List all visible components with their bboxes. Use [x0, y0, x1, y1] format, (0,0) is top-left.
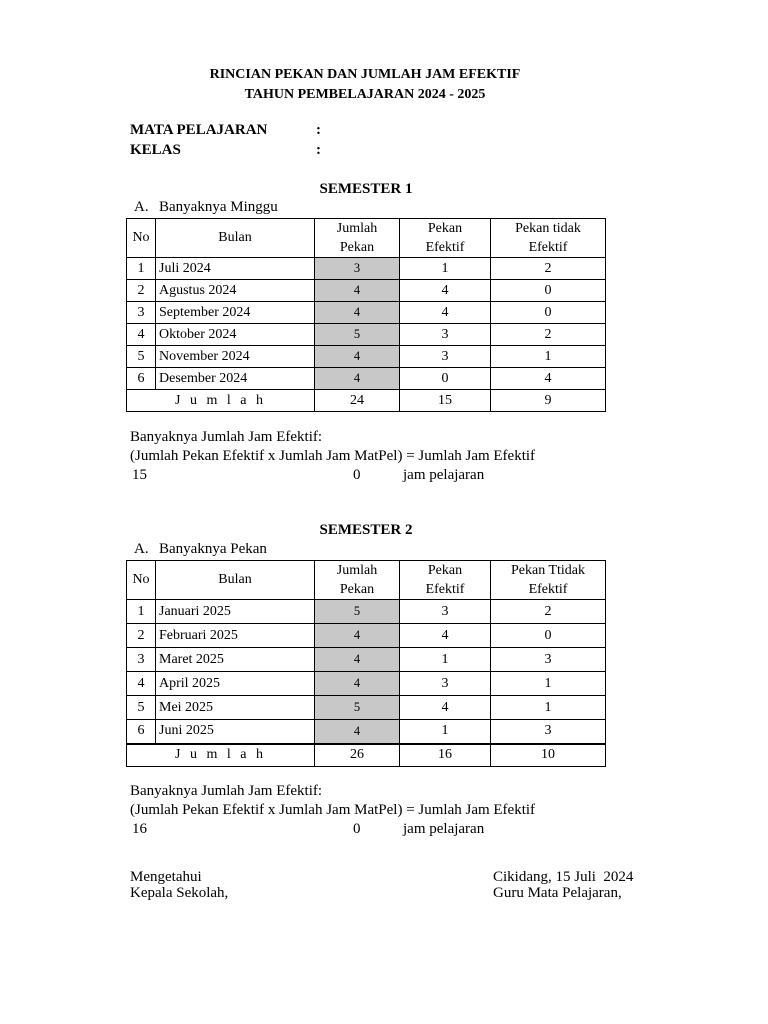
semester-1-calc-hasil: 0	[353, 467, 361, 483]
cell-no: 5	[127, 346, 156, 368]
header-pekan-tidak-efektif: Pekan tidak Efektif	[491, 219, 606, 258]
cell-no: 4	[127, 324, 156, 346]
table-row	[127, 696, 606, 720]
header-bulan: Bulan	[156, 561, 315, 600]
table-row	[127, 648, 606, 672]
cell-tidak: 2	[491, 258, 606, 280]
total-efektif: 16	[400, 744, 491, 767]
cell-efektif: 4	[400, 696, 491, 720]
cell-tidak: 3	[491, 720, 606, 744]
cell-bulan: Februari 2025	[156, 624, 315, 648]
cell-tidak: 1	[491, 672, 606, 696]
cell-jumlah: 3	[315, 258, 400, 280]
class-label: KELAS	[130, 142, 181, 158]
cell-efektif: 1	[400, 720, 491, 744]
cell-bulan: Mei 2025	[156, 696, 315, 720]
semester-1-title: SEMESTER 1	[319, 181, 413, 197]
table-row	[127, 280, 606, 302]
cell-jumlah: 4	[315, 672, 400, 696]
total-jumlah: 24	[315, 390, 400, 412]
total-tidak: 9	[491, 390, 606, 412]
cell-efektif: 4	[400, 302, 491, 324]
cell-jumlah: 4	[315, 346, 400, 368]
footer-left-line2: Kepala Sekolah,	[130, 885, 229, 901]
cell-jumlah: 4	[315, 280, 400, 302]
table-row	[127, 672, 606, 696]
cell-bulan: November 2024	[156, 346, 315, 368]
semester-2-title: SEMESTER 2	[319, 522, 413, 538]
cell-no: 1	[127, 258, 156, 280]
semester-1-calc-title: Banyaknya Jumlah Jam Efektif:	[130, 429, 323, 445]
cell-jumlah: 5	[315, 696, 400, 720]
table-total-row	[127, 744, 606, 767]
cell-bulan: September 2024	[156, 302, 315, 324]
footer-right-line1: Cikidang, 15 Juli 2024	[493, 869, 634, 885]
cell-bulan: Desember 2024	[156, 368, 315, 390]
cell-no: 2	[127, 280, 156, 302]
cell-efektif: 3	[400, 346, 491, 368]
table-row	[127, 624, 606, 648]
cell-tidak: 3	[491, 648, 606, 672]
cell-jumlah: 5	[315, 324, 400, 346]
cell-tidak: 1	[491, 346, 606, 368]
header-pekan-tidak-efektif: Pekan Ttidak Efektif	[491, 561, 606, 600]
semester-2-calc-unit: jam pelajaran	[403, 821, 485, 837]
cell-jumlah: 4	[315, 368, 400, 390]
header-bulan: Bulan	[156, 219, 315, 258]
cell-bulan: Oktober 2024	[156, 324, 315, 346]
cell-bulan: Maret 2025	[156, 648, 315, 672]
total-tidak: 10	[491, 744, 606, 767]
header-jumlah-pekan: Jumlah Pekan	[315, 219, 400, 258]
subject-label: MATA PELAJARAN	[130, 122, 268, 138]
document-title: RINCIAN PEKAN DAN JUMLAH JAM EFEKTIF	[209, 67, 521, 82]
table-row	[127, 368, 606, 390]
cell-bulan: Januari 2025	[156, 600, 315, 624]
semester-1-calc-pekan: 15	[132, 467, 147, 483]
footer-left-line1: Mengetahui	[130, 869, 202, 885]
cell-no: 4	[127, 672, 156, 696]
cell-bulan: Juli 2024	[156, 258, 315, 280]
cell-no: 2	[127, 624, 156, 648]
cell-efektif: 1	[400, 648, 491, 672]
cell-tidak: 1	[491, 696, 606, 720]
cell-tidak: 0	[491, 280, 606, 302]
semester-1-table	[126, 218, 606, 412]
cell-no: 6	[127, 368, 156, 390]
cell-efektif: 1	[400, 258, 491, 280]
cell-no: 5	[127, 696, 156, 720]
cell-no: 6	[127, 720, 156, 744]
cell-jumlah: 4	[315, 648, 400, 672]
cell-bulan: Juni 2025	[156, 720, 315, 744]
semester-2-section-label: Banyaknya Pekan	[159, 541, 267, 557]
class-colon: :	[316, 142, 321, 158]
cell-efektif: 0	[400, 368, 491, 390]
table-total-row	[127, 390, 606, 412]
header-no: No	[127, 561, 156, 600]
header-jumlah-pekan: Jumlah Pekan	[315, 561, 400, 600]
semester-1-section-letter: A.	[134, 199, 149, 215]
footer-right-line2: Guru Mata Pelajaran,	[493, 885, 622, 901]
subject-colon: :	[316, 122, 321, 138]
semester-1-section-label: Banyaknya Minggu	[159, 199, 278, 215]
table-row	[127, 600, 606, 624]
table-row	[127, 720, 606, 744]
cell-no: 1	[127, 600, 156, 624]
cell-no: 3	[127, 302, 156, 324]
table-header-row	[127, 561, 606, 600]
cell-tidak: 2	[491, 324, 606, 346]
header-no: No	[127, 219, 156, 258]
total-label: J u m l a h	[127, 390, 315, 412]
cell-bulan: April 2025	[156, 672, 315, 696]
semester-2-calc-hasil: 0	[353, 821, 361, 837]
semester-2-calc-pekan: 16	[132, 821, 147, 837]
semester-2-table	[126, 560, 606, 767]
total-jumlah: 26	[315, 744, 400, 767]
cell-efektif: 4	[400, 624, 491, 648]
table-header-row	[127, 219, 606, 258]
table-row	[127, 302, 606, 324]
cell-tidak: 4	[491, 368, 606, 390]
semester-1-calc-unit: jam pelajaran	[403, 467, 485, 483]
cell-tidak: 2	[491, 600, 606, 624]
semester-2-section-letter: A.	[134, 541, 149, 557]
total-efektif: 15	[400, 390, 491, 412]
cell-efektif: 3	[400, 672, 491, 696]
table-row	[127, 258, 606, 280]
document-subtitle: TAHUN PEMBELAJARAN 2024 - 2025	[244, 87, 486, 102]
cell-tidak: 0	[491, 302, 606, 324]
cell-jumlah: 4	[315, 624, 400, 648]
semester-2-calc-formula: (Jumlah Pekan Efektif x Jumlah Jam MatPel) = Jumlah Jam Efektif	[130, 802, 536, 818]
semester-2-calc-title: Banyaknya Jumlah Jam Efektif:	[130, 783, 323, 799]
total-label: J u m l a h	[127, 744, 315, 767]
cell-jumlah: 4	[315, 302, 400, 324]
cell-no: 3	[127, 648, 156, 672]
table-row	[127, 346, 606, 368]
semester-1-calc-formula: (Jumlah Pekan Efektif x Jumlah Jam MatPel) = Jumlah Jam Efektif	[130, 448, 536, 464]
header-pekan-efektif: Pekan Efektif	[400, 219, 491, 258]
cell-efektif: 4	[400, 280, 491, 302]
cell-jumlah: 5	[315, 600, 400, 624]
cell-tidak: 0	[491, 624, 606, 648]
table-row	[127, 324, 606, 346]
cell-bulan: Agustus 2024	[156, 280, 315, 302]
cell-efektif: 3	[400, 324, 491, 346]
cell-efektif: 3	[400, 600, 491, 624]
cell-jumlah: 4	[315, 720, 400, 744]
header-pekan-efektif: Pekan Efektif	[400, 561, 491, 600]
